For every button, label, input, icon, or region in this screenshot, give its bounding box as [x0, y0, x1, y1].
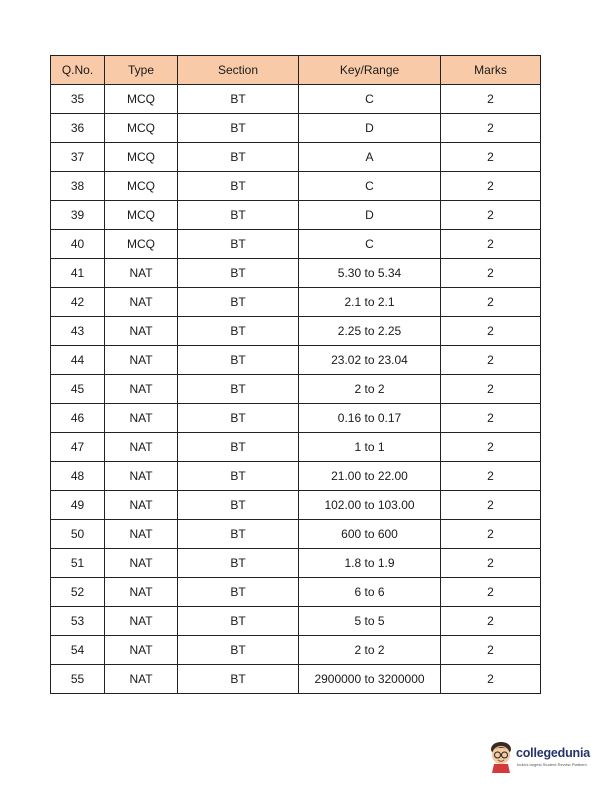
cell-type: NAT [105, 288, 178, 317]
cell-qno: 50 [51, 520, 105, 549]
cell-marks: 2 [441, 346, 541, 375]
cell-section: BT [178, 114, 299, 143]
cell-key-range: 2.1 to 2.1 [299, 288, 441, 317]
cell-marks: 2 [441, 85, 541, 114]
cell-section: BT [178, 462, 299, 491]
cell-qno: 37 [51, 143, 105, 172]
cell-key-range: 1 to 1 [299, 433, 441, 462]
cell-type: MCQ [105, 85, 178, 114]
table-row [51, 491, 541, 520]
cell-type: NAT [105, 404, 178, 433]
cell-marks: 2 [441, 404, 541, 433]
table-row [51, 346, 541, 375]
cell-section: BT [178, 433, 299, 462]
cell-qno: 39 [51, 201, 105, 230]
cell-marks: 2 [441, 259, 541, 288]
table-row [51, 172, 541, 201]
cell-qno: 48 [51, 462, 105, 491]
cell-marks: 2 [441, 114, 541, 143]
cell-qno: 53 [51, 607, 105, 636]
cell-qno: 41 [51, 259, 105, 288]
logo-name: collegedunia [516, 746, 591, 760]
cell-section: BT [178, 259, 299, 288]
cell-marks: 2 [441, 636, 541, 665]
cell-key-range: C [299, 172, 441, 201]
cell-key-range: D [299, 201, 441, 230]
cell-key-range: 5 to 5 [299, 607, 441, 636]
cell-type: MCQ [105, 230, 178, 259]
header-row [51, 56, 541, 85]
cell-type: NAT [105, 520, 178, 549]
cell-qno: 52 [51, 578, 105, 607]
table-row [51, 114, 541, 143]
cell-type: NAT [105, 665, 178, 694]
cell-marks: 2 [441, 491, 541, 520]
cell-section: BT [178, 288, 299, 317]
cell-qno: 49 [51, 491, 105, 520]
cell-marks: 2 [441, 433, 541, 462]
cell-qno: 44 [51, 346, 105, 375]
cell-type: NAT [105, 259, 178, 288]
cell-key-range: C [299, 85, 441, 114]
table-row [51, 259, 541, 288]
cell-type: NAT [105, 636, 178, 665]
answer-key-table [50, 55, 541, 694]
cell-section: BT [178, 665, 299, 694]
cell-marks: 2 [441, 520, 541, 549]
table-row [51, 375, 541, 404]
table-row [51, 404, 541, 433]
cell-marks: 2 [441, 607, 541, 636]
cell-section: BT [178, 201, 299, 230]
cell-section: BT [178, 607, 299, 636]
cell-key-range: 600 to 600 [299, 520, 441, 549]
mascot-icon [488, 740, 514, 774]
table-row [51, 85, 541, 114]
cell-type: NAT [105, 346, 178, 375]
cell-type: NAT [105, 375, 178, 404]
cell-marks: 2 [441, 201, 541, 230]
table-row [51, 462, 541, 491]
cell-section: BT [178, 491, 299, 520]
cell-qno: 51 [51, 549, 105, 578]
cell-section: BT [178, 172, 299, 201]
cell-type: MCQ [105, 201, 178, 230]
cell-type: MCQ [105, 114, 178, 143]
table-header [51, 56, 541, 85]
cell-marks: 2 [441, 288, 541, 317]
cell-qno: 45 [51, 375, 105, 404]
cell-section: BT [178, 404, 299, 433]
cell-key-range: 5.30 to 5.34 [299, 259, 441, 288]
table-row [51, 607, 541, 636]
cell-section: BT [178, 549, 299, 578]
cell-qno: 46 [51, 404, 105, 433]
table-row [51, 549, 541, 578]
cell-key-range: 23.02 to 23.04 [299, 346, 441, 375]
cell-type: NAT [105, 462, 178, 491]
cell-qno: 43 [51, 317, 105, 346]
table-row [51, 433, 541, 462]
cell-qno: 36 [51, 114, 105, 143]
cell-type: NAT [105, 433, 178, 462]
cell-type: NAT [105, 491, 178, 520]
cell-marks: 2 [441, 317, 541, 346]
cell-qno: 54 [51, 636, 105, 665]
cell-type: MCQ [105, 172, 178, 201]
cell-key-range: 2 to 2 [299, 375, 441, 404]
cell-section: BT [178, 578, 299, 607]
cell-marks: 2 [441, 462, 541, 491]
cell-key-range: C [299, 230, 441, 259]
cell-marks: 2 [441, 230, 541, 259]
cell-section: BT [178, 230, 299, 259]
cell-marks: 2 [441, 578, 541, 607]
cell-key-range: 6 to 6 [299, 578, 441, 607]
cell-type: NAT [105, 607, 178, 636]
cell-marks: 2 [441, 665, 541, 694]
cell-section: BT [178, 143, 299, 172]
table-row [51, 230, 541, 259]
cell-qno: 40 [51, 230, 105, 259]
cell-type: NAT [105, 578, 178, 607]
header-key-range: Key/Range [299, 56, 441, 85]
cell-type: MCQ [105, 143, 178, 172]
table-row [51, 636, 541, 665]
table-row [51, 520, 541, 549]
header-type: Type [105, 56, 178, 85]
cell-section: BT [178, 85, 299, 114]
cell-qno: 38 [51, 172, 105, 201]
cell-key-range: D [299, 114, 441, 143]
cell-section: BT [178, 317, 299, 346]
cell-section: BT [178, 636, 299, 665]
table-row [51, 201, 541, 230]
cell-qno: 55 [51, 665, 105, 694]
header-section: Section [178, 56, 299, 85]
cell-qno: 47 [51, 433, 105, 462]
cell-section: BT [178, 375, 299, 404]
cell-marks: 2 [441, 375, 541, 404]
table-row [51, 578, 541, 607]
header-marks: Marks [441, 56, 541, 85]
logo-tagline: India's largest Student Review Platform [517, 762, 587, 767]
cell-type: NAT [105, 549, 178, 578]
cell-key-range: 1.8 to 1.9 [299, 549, 441, 578]
table-row [51, 288, 541, 317]
cell-type: NAT [105, 317, 178, 346]
cell-key-range: 0.16 to 0.17 [299, 404, 441, 433]
cell-qno: 42 [51, 288, 105, 317]
table-row [51, 317, 541, 346]
cell-key-range: 102.00 to 103.00 [299, 491, 441, 520]
cell-marks: 2 [441, 549, 541, 578]
cell-section: BT [178, 346, 299, 375]
cell-key-range: 21.00 to 22.00 [299, 462, 441, 491]
cell-marks: 2 [441, 143, 541, 172]
collegedunia-logo [488, 740, 612, 780]
cell-marks: 2 [441, 172, 541, 201]
table-body [51, 85, 541, 694]
cell-key-range: 2900000 to 3200000 [299, 665, 441, 694]
table-row [51, 143, 541, 172]
table-row [51, 665, 541, 694]
cell-key-range: A [299, 143, 441, 172]
cell-section: BT [178, 520, 299, 549]
cell-key-range: 2 to 2 [299, 636, 441, 665]
cell-key-range: 2.25 to 2.25 [299, 317, 441, 346]
cell-qno: 35 [51, 85, 105, 114]
header-qno: Q.No. [51, 56, 105, 85]
